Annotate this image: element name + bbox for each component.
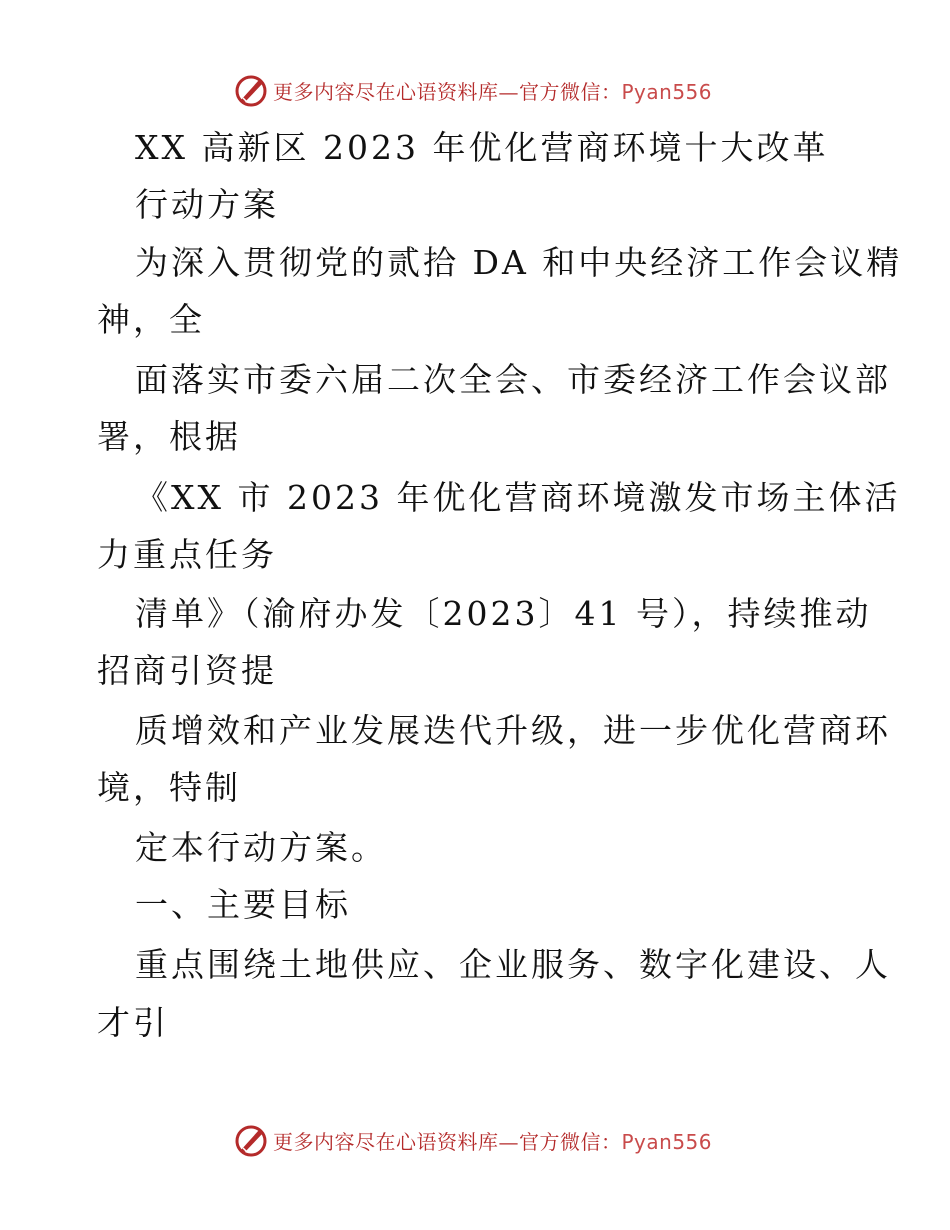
footer-banner: [233, 1120, 712, 1160]
banner-wechat-id: Pyan556: [621, 79, 713, 104]
section-heading: 一、主要目标: [135, 885, 351, 924]
doc-title-line-2: 行动方案: [135, 185, 279, 224]
doc-text-line: 面落实市委六届二次全会、市委经济工作会议部: [135, 360, 891, 399]
quill-pen-logo-icon: [233, 1122, 269, 1158]
quill-pen-logo-icon: [233, 72, 269, 108]
doc-text-line: 署，根据: [97, 417, 241, 456]
banner-label: 更多内容尽在心语资料库—官方微信：: [273, 79, 622, 104]
header-banner: [233, 70, 712, 110]
banner-wechat-id: Pyan556: [621, 1129, 713, 1154]
banner-text: [273, 76, 712, 105]
doc-text-line: 《XX 市 2023 年优化营商环境激发市场主体活: [135, 478, 901, 517]
doc-text-line: 为深入贯彻党的贰拾 DA 和中央经济工作会议精: [135, 243, 903, 282]
doc-title-line-1: XX 高新区 2023 年优化营商环境十大改革: [135, 128, 829, 167]
doc-text-line: 定本行动方案。: [135, 828, 387, 867]
doc-text-line: 质增效和产业发展迭代升级，进一步优化营商环: [135, 711, 891, 750]
doc-text-line: 重点围绕土地供应、企业服务、数字化建设、人: [135, 945, 891, 984]
doc-text-line: 力重点任务: [97, 535, 277, 574]
doc-text-line: 清单》（渝府办发〔2023〕41 号），持续推动: [135, 594, 872, 633]
doc-text-line: 境，特制: [97, 768, 241, 807]
doc-text-line: 招商引资提: [97, 651, 277, 690]
doc-text-line: 才引: [97, 1003, 169, 1042]
banner-text: [273, 1126, 712, 1155]
doc-text-line: 神，全: [97, 300, 205, 339]
banner-label: 更多内容尽在心语资料库—官方微信：: [273, 1129, 622, 1154]
